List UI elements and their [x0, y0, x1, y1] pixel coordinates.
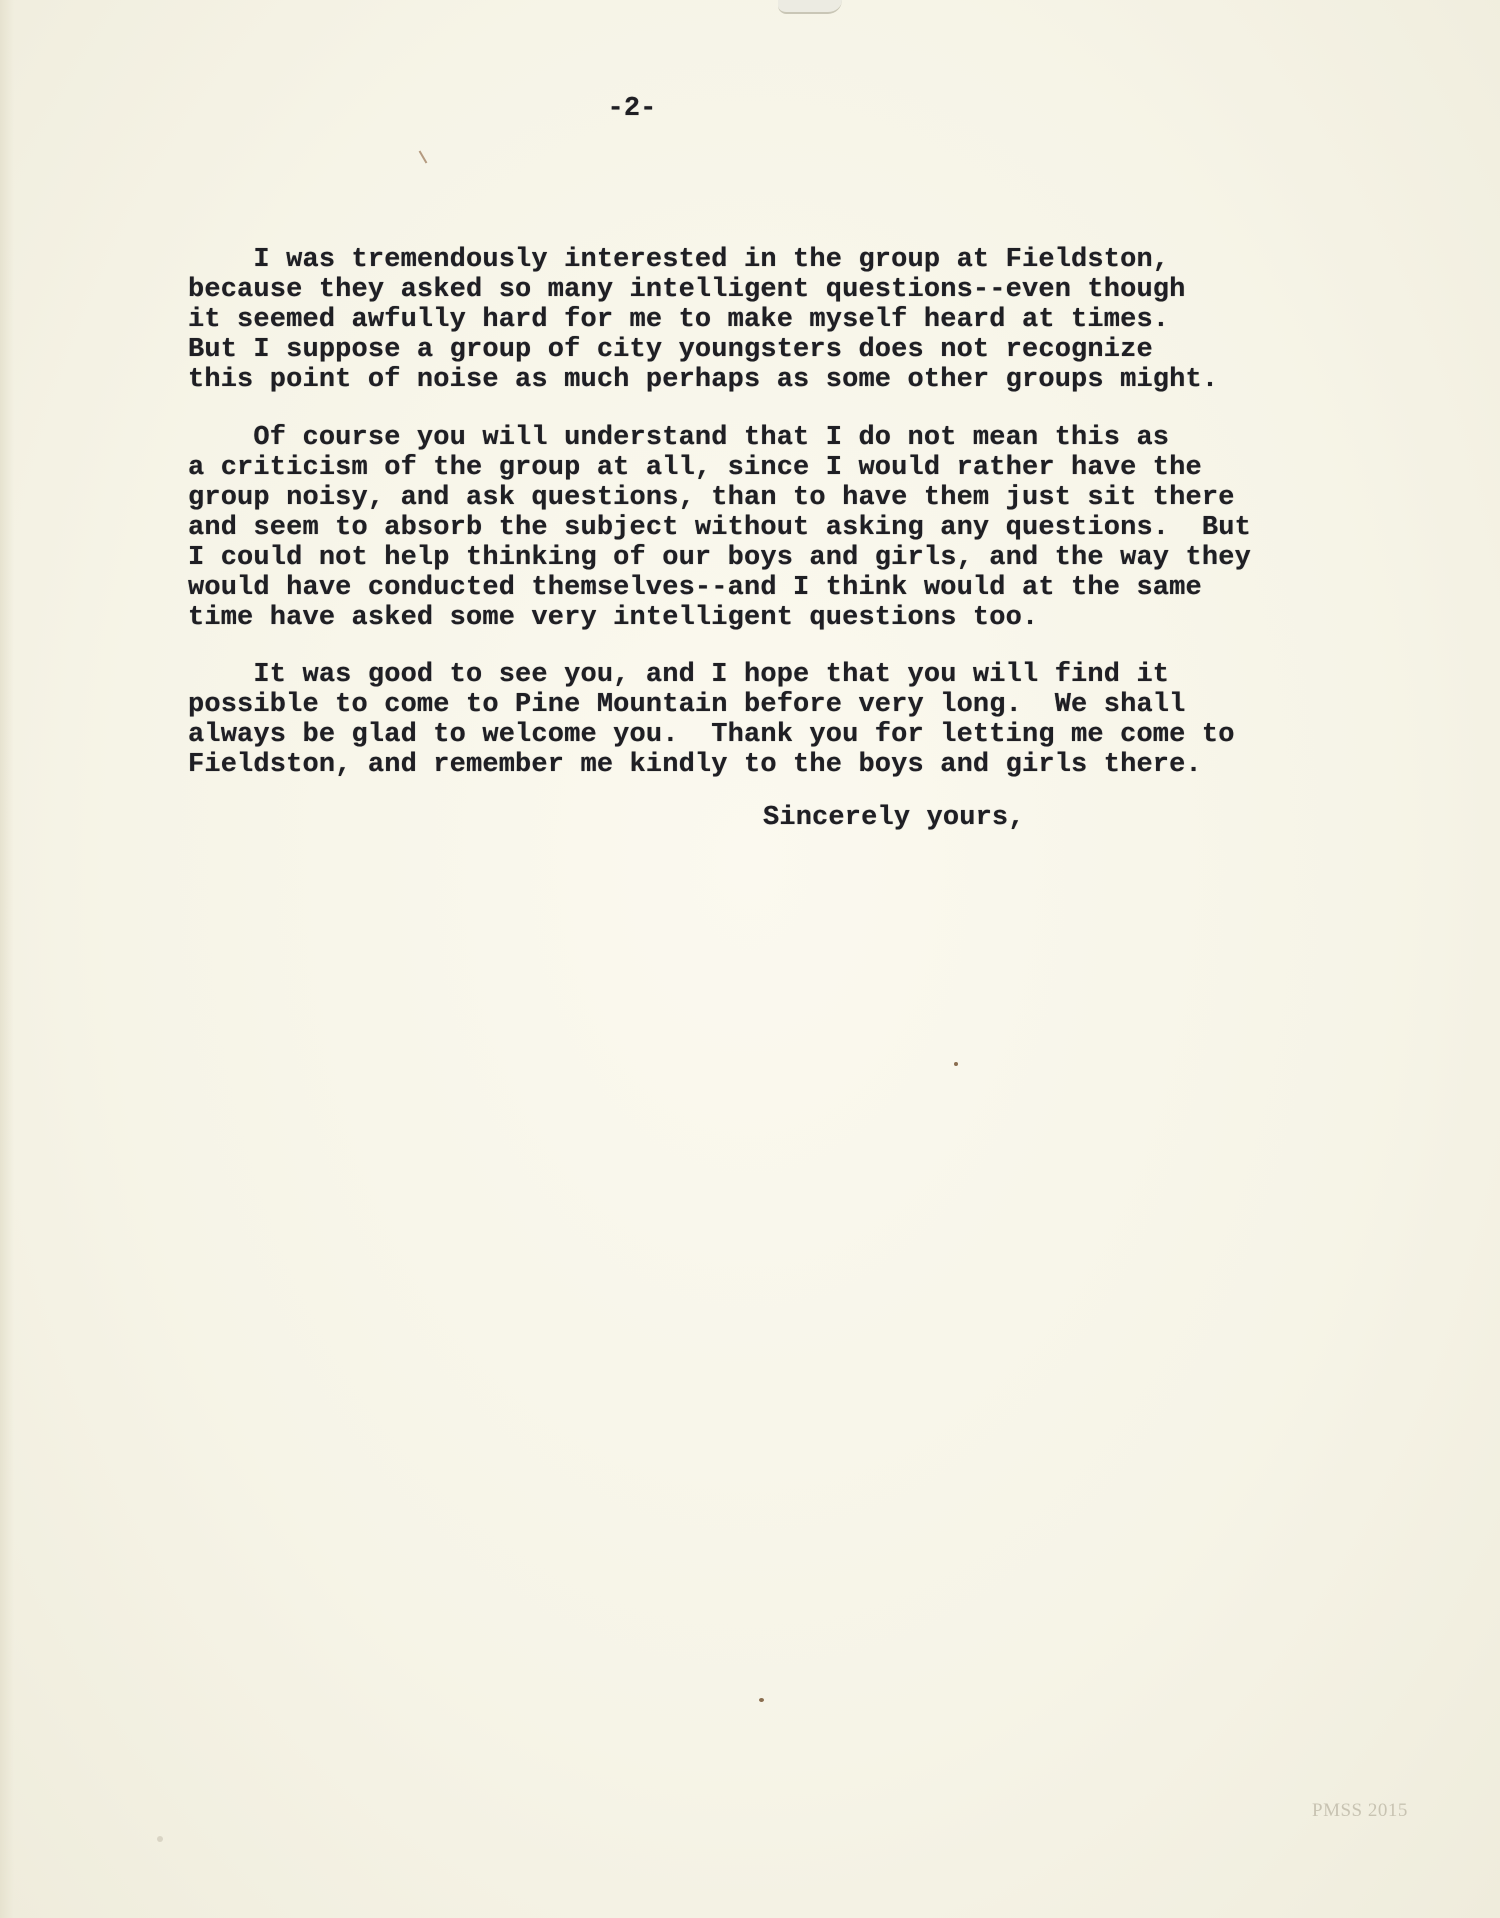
paragraph-3-line-1: It was good to see you, and I hope that you will find it [188, 660, 1170, 690]
paragraph-1-line-1: I was tremendously interested in the group at Fieldston, [188, 245, 1170, 275]
closing-salutation: Sincerely yours, [763, 803, 1025, 833]
paragraph-1-line-5: this point of noise as much perhaps as some other groups might. [188, 365, 1219, 395]
paragraph-2-line-2: a criticism of the group at all, since I would rather have the [188, 453, 1202, 483]
paragraph-2-line-1: Of course you will understand that I do not mean this as [188, 423, 1170, 453]
archive-stamp: PMSS 2015 [1312, 1800, 1408, 1821]
paper-edge-shadow [0, 0, 14, 1918]
paragraph-3-line-2: possible to come to Pine Mountain before very long. We shall [188, 690, 1186, 720]
ink-mark [419, 150, 428, 163]
paragraph-3-line-3: always be glad to welcome you. Thank you for letting me come to [188, 720, 1235, 750]
paper-speck [759, 1698, 764, 1702]
paragraph-1-line-3: it seemed awfully hard for me to make myself heard at times. [188, 305, 1170, 335]
page-number: -2- [607, 94, 657, 124]
paragraph-2-line-4: and seem to absorb the subject without asking any questions. But [188, 513, 1251, 543]
paper-speck [954, 1062, 958, 1066]
paragraph-2-line-6: would have conducted themselves--and I think would at the same [188, 573, 1202, 603]
paragraph-1-line-2: because they asked so many intelligent questions--even though [188, 275, 1186, 305]
paragraph-1-line-4: But I suppose a group of city youngsters does not recognize [188, 335, 1153, 365]
paragraph-2-line-3: group noisy, and ask questions, than to have them just sit there [188, 483, 1235, 513]
paragraph-3-line-4: Fieldston, and remember me kindly to the boys and girls there. [188, 750, 1202, 780]
paragraph-2-line-7: time have asked some very intelligent questions too. [188, 603, 1039, 633]
paragraph-2-line-5: I could not help thinking of our boys and girls, and the way they [188, 543, 1251, 573]
paper-speck [157, 1836, 163, 1842]
paper-tear [778, 0, 842, 14]
